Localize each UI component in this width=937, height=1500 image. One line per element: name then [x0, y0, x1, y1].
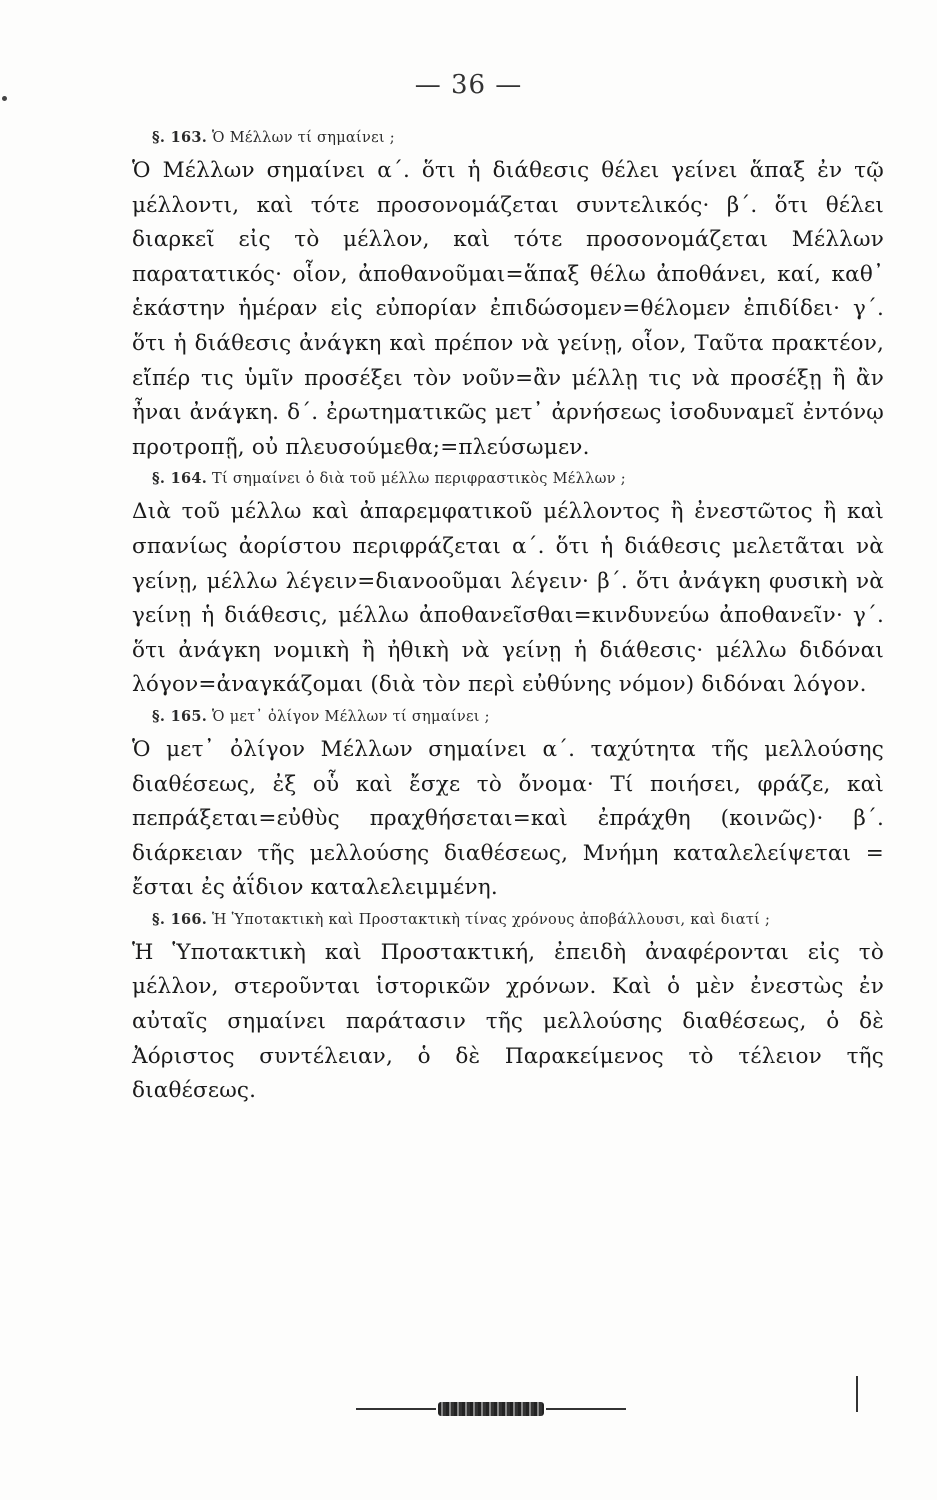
section-heading-163 — [132, 126, 884, 150]
section-number: §. 166. — [152, 910, 208, 928]
section-heading-165 — [132, 705, 884, 729]
section-heading-166 — [132, 908, 884, 932]
end-ornament — [356, 1402, 626, 1416]
section-question: Ὁ μετ᾽ ὀλίγον Μέλλων τί σημαίνει ; — [212, 708, 490, 725]
section-heading-164 — [132, 467, 884, 491]
page-number: — 36 — — [414, 70, 523, 100]
ornament-center — [438, 1402, 544, 1416]
section-number: §. 165. — [152, 707, 208, 725]
section-number: §. 164. — [152, 470, 208, 488]
section-paragraph-163: Ὁ Μέλλων σημαίνει α΄. ὅτι ἡ διάθεσις θέλει γείνει ἅπαξ ἐν τῷ μέλλοντι, καὶ τότε προσονομάζεται συντελικός· β΄. ὅτι θέλει διαρκεῖ εἰς τὸ μέλλον, καὶ τότε προσονομάζεται Μέλλων παρατατικός· οἷον, ἀποθανοῦμαι=ἅπαξ θέλω ἀποθάνει, καί, καθ᾽ ἑκάστην ἡμέραν εἰς εὐπορίαν ἐπιδώσομεν=θέλομεν ἐπιδίδει· γ΄. ὅτι ἡ διάθεσις ἀνάγκη καὶ πρέπον νὰ γείνῃ, οἷον, Ταῦτα πρακτέον, εἴπέρ τις ὑμῖν προσέξει τὸν νοῦν=ἂν μέλλῃ τις νὰ προσέξῃ ἢ ἂν ἦναι ἀνάγκη. δ΄. ἐρωτηματικῶς μετ᾽ ἀρνήσεως ἰσοδυναμεῖ ἐντόνῳ προτροπῇ, οὐ πλευσούμεθα;=πλεύσωμεν. — [132, 158, 884, 460]
section-question: Ὁ Μέλλων τί σημαίνει ; — [212, 130, 395, 146]
ornament-rule-right — [546, 1408, 626, 1410]
section-question: Τί σημαίνει ὁ διὰ τοῦ μέλλω περιφραστικὸς Μέλλων ; — [212, 471, 626, 488]
section-paragraph-164: Διὰ τοῦ μέλλω καὶ ἀπαρεμφατικοῦ μέλλοντος ἢ ἐνεστῶτος ἢ καὶ σπανίως ἀορίστου περιφράζεται α΄. ὅτι ἡ διάθεσις μελετᾶται νὰ γείνῃ, μέλλω λέγειν=διανοοῦμαι λέγειν· β΄. ὅτι ἀνάγκη φυσικὴ νὰ γείνῃ ἡ διάθεσις, μέλλω ἀποθανεῖσθαι=κινδυνεύω ἀποθανεῖν· γ΄. ὅτι ἀνάγκη νομικὴ ἢ ἠθικὴ νὰ γείνῃ ἡ διάθεσις· μέλλω διδόναι λόγον=ἀναγκάζομαι (διὰ τὸν περὶ εὐθύνης νόμον) διδόναι λόγον. — [132, 499, 884, 698]
section-number: §. 163. — [152, 129, 208, 146]
section-paragraph-166: Ἡ Ὑποτακτικὴ καὶ Προστακτική, ἐπειδὴ ἀναφέρονται εἰς τὸ μέλλον, στεροῦνται ἱστορικῶν χρόνων. Καὶ ὁ μὲν ἐνεστὼς ἐν αὐταῖς σημαίνει παράτασιν τῆς μελλούσης διαθέσεως, ὁ δὲ Ἀόριστος συντέλειαν, ὁ δὲ Παρακείμενος τὸ τέλειον τῆς διαθέσεως. — [132, 939, 884, 1104]
margin-mark — [856, 1376, 858, 1412]
section-question: Ἡ Ὑποτακτικὴ καὶ Προστακτικὴ τίνας χρόνους ἀποβάλλουσι, καὶ διατί ; — [212, 911, 771, 928]
ornament-rule-left — [356, 1408, 436, 1410]
section-paragraph-165: Ὁ μετ᾽ ὀλίγον Μέλλων σημαίνει α΄. ταχύτητα τῆς μελλούσης διαθέσεως, ἐξ οὗ καὶ ἔσχε τὸ ὄνομα· Τί ποιήσει, φράζε, καὶ πεπράξεται=εὐθὺς πραχθήσεται=καὶ ἐπράχθη (κοινῶς)· β΄. διάρκειαν τῆς μελλούσης διαθέσεως, Μνήμη καταλελείψεται = ἔσται ἐς ἀΐδιον καταλελειμμένη. — [132, 736, 884, 901]
page-body — [132, 126, 884, 1111]
